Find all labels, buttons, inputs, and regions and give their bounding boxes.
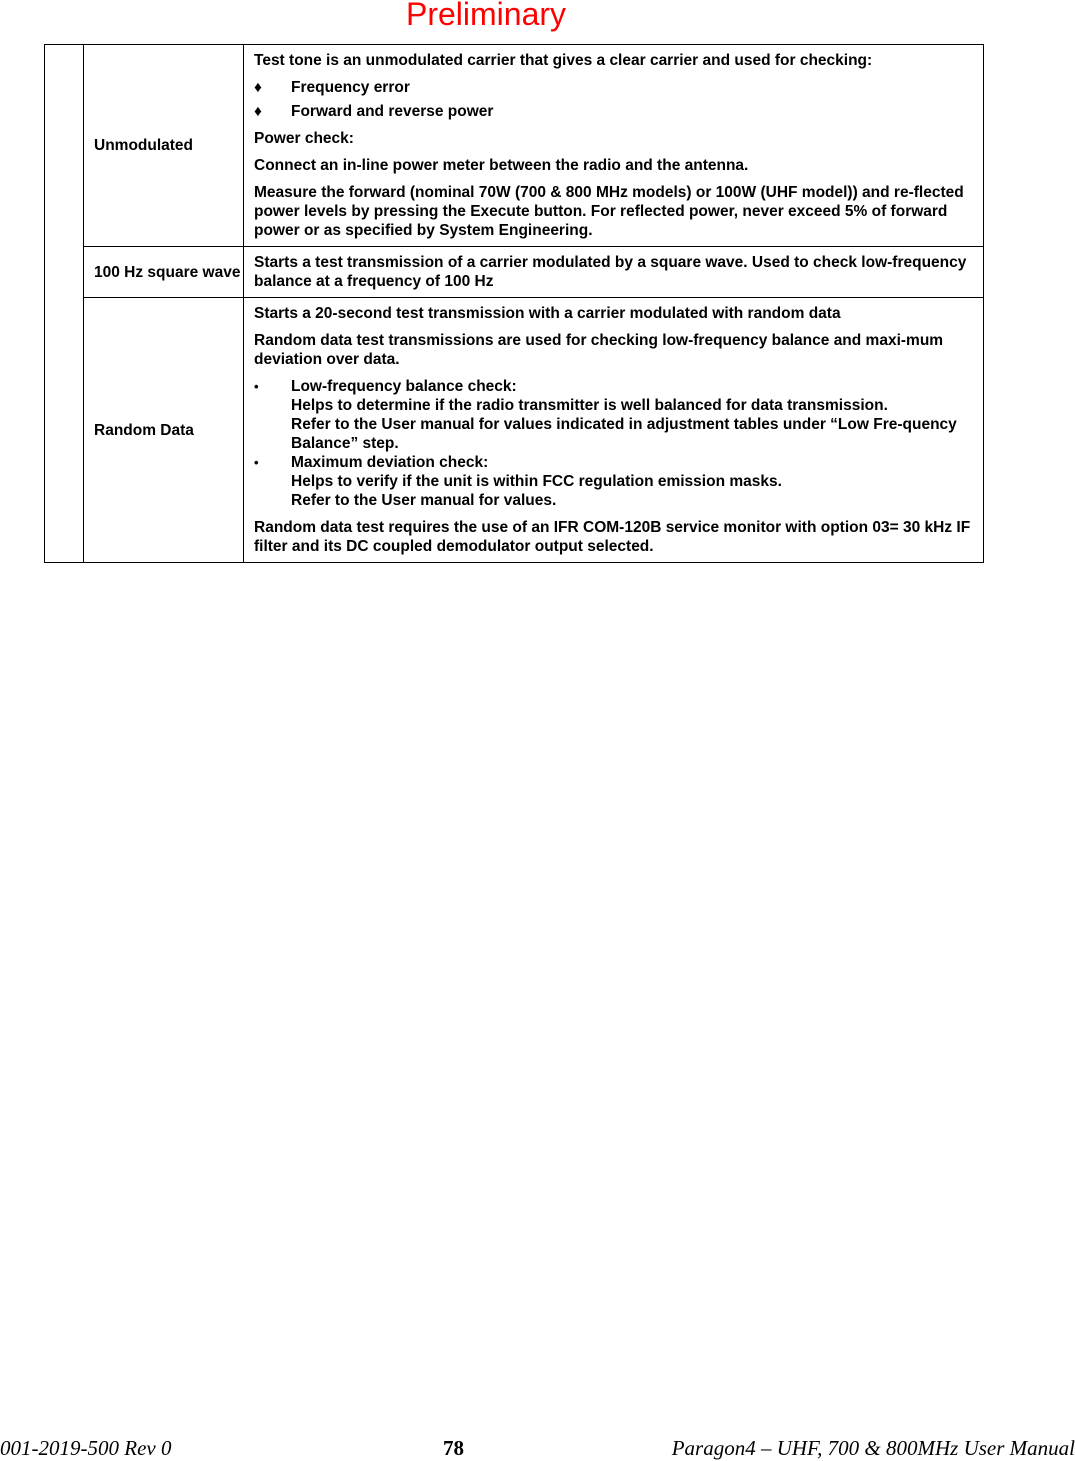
list-item-text: Frequency error (291, 79, 410, 96)
check-line: Helps to determine if the radio transmitter is well balanced for data transmission. (291, 397, 888, 414)
check-list (254, 377, 973, 510)
random-data-intro: Starts a 20-second test transmission with a carrier modulated with random data (254, 305, 841, 322)
table-row-square-wave (45, 247, 984, 298)
list-item (254, 78, 973, 97)
connect-instruction: Connect an in-line power meter between the radio and the antenna. (254, 157, 749, 174)
group-cell (45, 45, 84, 563)
list-item-text: Forward and reverse power (291, 103, 494, 120)
row-label: Unmodulated (84, 45, 244, 247)
test-modes-table (44, 44, 984, 563)
doc-number: 001-2019-500 Rev 0 (0, 1436, 172, 1460)
random-data-purpose: Random data test transmissions are used for checking low-frequency balance and maxi-mum deviation over data. (254, 332, 944, 368)
row-description (244, 45, 984, 247)
row-description (244, 298, 984, 563)
list-item (254, 102, 973, 121)
measure-instruction: Measure the forward (nominal 70W (700 & 800 MHz models) or 100W (UHF model)) and re-flected power levels by pressing the Execute button. For reflected power, never exceed 5% of forward power or as specified by System Engineering. (254, 184, 964, 239)
page-footer (0, 1436, 1075, 1460)
preliminary-watermark: Preliminary (405, 0, 567, 32)
row-description: Starts a test transmission of a carrier modulated by a square wave. Used to check low-frequency balance at a frequency of 100 Hz (244, 247, 984, 298)
list-item (254, 453, 973, 510)
diamond-bullet-icon: ♦ (254, 79, 262, 96)
power-check-heading: Power check: (254, 130, 354, 147)
check-line: Helps to verify if the unit is within FCC regulation emission masks. (291, 473, 782, 490)
dot-bullet-icon: • (254, 455, 259, 470)
unmodulated-intro: Test tone is an unmodulated carrier that gives a clear carrier and used for checking: (254, 52, 873, 69)
dot-bullet-icon: • (254, 379, 259, 394)
check-list (254, 78, 973, 121)
random-data-requirement: Random data test requires the use of an IFR COM-120B service monitor with option 03= 30 kHz IF filter and its DC coupled demodulator output selected. (254, 519, 971, 555)
list-item (254, 377, 973, 453)
table-row-random-data (45, 298, 984, 563)
diamond-bullet-icon: ♦ (254, 103, 262, 120)
page-number: 78 (443, 1436, 464, 1460)
check-line: Refer to the User manual for values indicated in adjustment tables under “Low Fre-quency Balance” step. (291, 416, 957, 452)
row-label: 100 Hz square wave (84, 247, 244, 298)
check-title: Low-frequency balance check: (291, 378, 517, 395)
row-label: Random Data (84, 298, 244, 563)
check-title: Maximum deviation check: (291, 454, 489, 471)
table-row-unmodulated (45, 45, 984, 247)
check-line: Refer to the User manual for values. (291, 492, 557, 509)
manual-title: Paragon4 – UHF, 700 & 800MHz User Manual (671, 1436, 1075, 1460)
